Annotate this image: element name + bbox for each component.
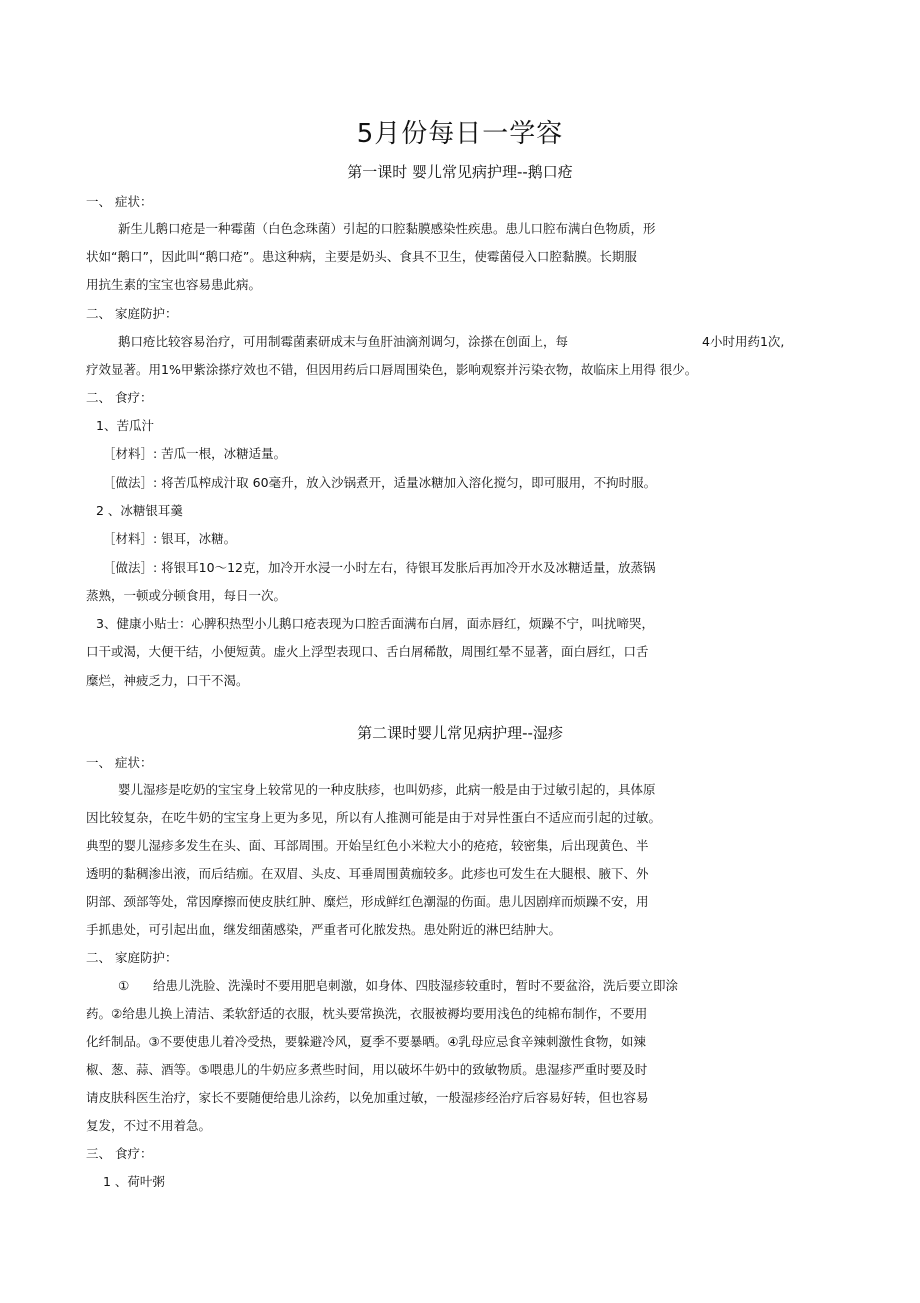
lesson1-recipe2-title: 2 、冰糖银耳羹 xyxy=(96,503,183,518)
lesson1-symptoms-line: 用抗生素的宝宝也容易患此病。 xyxy=(86,277,262,292)
lesson2-symptoms-line: 因比较复杂，在吃牛奶的宝宝身上更为多见，所以有人推测可能是由于对异性蛋白不适应而引起的过敏。 xyxy=(86,810,662,825)
lesson1-care-heading: 二、 家庭防护： xyxy=(86,306,178,321)
lesson1-symptoms-line: 新生儿鹅口疮是一种霉菌（白色念珠菌）引起的口腔黏膜感染性疾患。患儿口腔布满白色物质，形 xyxy=(118,221,656,236)
lesson1-health-tip: 口干或渴，大便干结，小便短黄。虚火上浮型表现口、舌白屑稀散，周围红晕不显著，面白唇红，口舌 xyxy=(86,644,649,659)
lesson1-symptoms-line: 状如“鹅口”，因此叫“鹅口疮”。患这种病，主要是奶头、食具不卫生，使霉菌侵入口腔黏膜。长期服 xyxy=(86,249,637,264)
lesson1-recipe2-method: 蒸熟，一顿或分顿食用，每日一次。 xyxy=(86,588,287,603)
lesson2-care-line: 化纤制品。③不要使患儿着冷受热，要躲避冷风，夏季不要暴晒。④乳母应忌食辛辣刺激性食物，如辣 xyxy=(86,1034,646,1049)
lesson1-health-tip: 糜烂，神疲乏力，口干不渴。 xyxy=(86,673,249,688)
lesson1-recipe1-ingredients: ［材料］: 苦瓜一根，冰糖适量。 xyxy=(103,446,287,461)
lesson2-symptoms-line: 手抓患处，可引起出血，继发细菌感染，严重者可化脓发热。患处附近的淋巴结肿大。 xyxy=(86,922,562,937)
lesson1-diet-heading: 二、 食疗： xyxy=(86,390,153,405)
lesson1-health-tip: 3、健康小贴士：心脾积热型小儿鹅口疮表现为口腔舌面满布白屑，面赤唇红，烦躁不宁，叫扰啼哭， xyxy=(96,616,654,631)
lesson1-title: 第一课时 婴儿常见病护理--鹅口疮 xyxy=(347,163,573,181)
lesson1-symptoms-heading: 一、 症状： xyxy=(86,194,153,209)
lesson2-care-line: 椒、葱、蒜、酒等。⑤喂患儿的牛奶应多煮些时间，用以破坏牛奶中的致敏物质。患湿疹严重时要及时 xyxy=(86,1062,648,1077)
lesson1-care-line-right: 4小时用药1次, xyxy=(702,334,785,349)
lesson2-care-line: ① 给患儿洗脸、洗澡时不要用肥皂刺激，如身体、四肢湿疹较重时，暂时不要盆浴，洗后要立即涂 xyxy=(118,978,679,993)
document-title: 5月份每日一学容 xyxy=(356,119,564,149)
lesson2-care-line: 药。②给患儿换上清洁、柔软舒适的衣服，枕头要常换洗，衣服被褥均要用浅色的纯棉布制作，不要用 xyxy=(86,1006,648,1021)
lesson2-title: 第二课时婴儿常见病护理--湿疹 xyxy=(357,724,563,742)
lesson1-recipe1-method: ［做法］: 将苦瓜榨成汁取 60毫升，放入沙锅煮开，适量冰糖加入溶化搅匀，即可服用，不拘时服。 xyxy=(103,475,657,490)
lesson1-care-line: 鹅口疮比较容易治疗，可用制霉菌素研成末与鱼肝油滴剂调匀，涂搽在创面上，每 xyxy=(118,334,569,349)
lesson2-diet-heading: 三、 食疗： xyxy=(86,1146,153,1161)
lesson1-recipe2-method: ［做法］: 将银耳10～12克，加冷开水浸一小时左右，待银耳发胀后再加冷开水及冰糖适量，放蒸锅 xyxy=(103,560,656,575)
lesson1-recipe2-ingredients: ［材料］: 银耳，冰糖。 xyxy=(103,531,237,546)
lesson2-symptoms-heading: 一、 症状： xyxy=(86,755,153,770)
lesson2-recipe1-title: 1 、荷叶粥 xyxy=(103,1174,165,1189)
lesson1-recipe1-title: 1、苦瓜汁 xyxy=(96,418,154,433)
lesson2-symptoms-line: 典型的婴儿湿疹多发生在头、面、耳部周围。开始呈红色小米粒大小的疮疮，较密集，后出现黄色、半 xyxy=(86,838,649,853)
lesson1-care-line: 疗效显著。用1%甲紫涂搽疗效也不错，但因用药后口唇周围染色，影响观察并污染衣物，故临床上用得 很少。 xyxy=(86,362,698,377)
lesson2-symptoms-line: 透明的黏稠渗出液，而后结痂。在双眉、头皮、耳垂周围黄痂较多。此疹也可发生在大腿根、腋下、外 xyxy=(86,866,649,881)
lesson2-care-heading: 二、 家庭防护： xyxy=(86,950,178,965)
lesson2-care-line: 复发，不过不用着急。 xyxy=(86,1118,212,1133)
lesson2-care-line: 请皮肤科医生治疗，家长不要随便给患儿涂药，以免加重过敏，一般湿疹经治疗后容易好转，但也容易 xyxy=(86,1090,649,1105)
lesson2-symptoms-line: 阴部、颈部等处，常因摩擦而使皮肤红肿、糜烂，形成鲜红色潮湿的伤面。患儿因剧痒而烦躁不安，用 xyxy=(86,894,649,909)
lesson2-symptoms-line: 婴儿湿疹是吃奶的宝宝身上较常见的一种皮肤疹，也叫奶疹，此病一般是由于过敏引起的，具体原 xyxy=(118,782,656,797)
